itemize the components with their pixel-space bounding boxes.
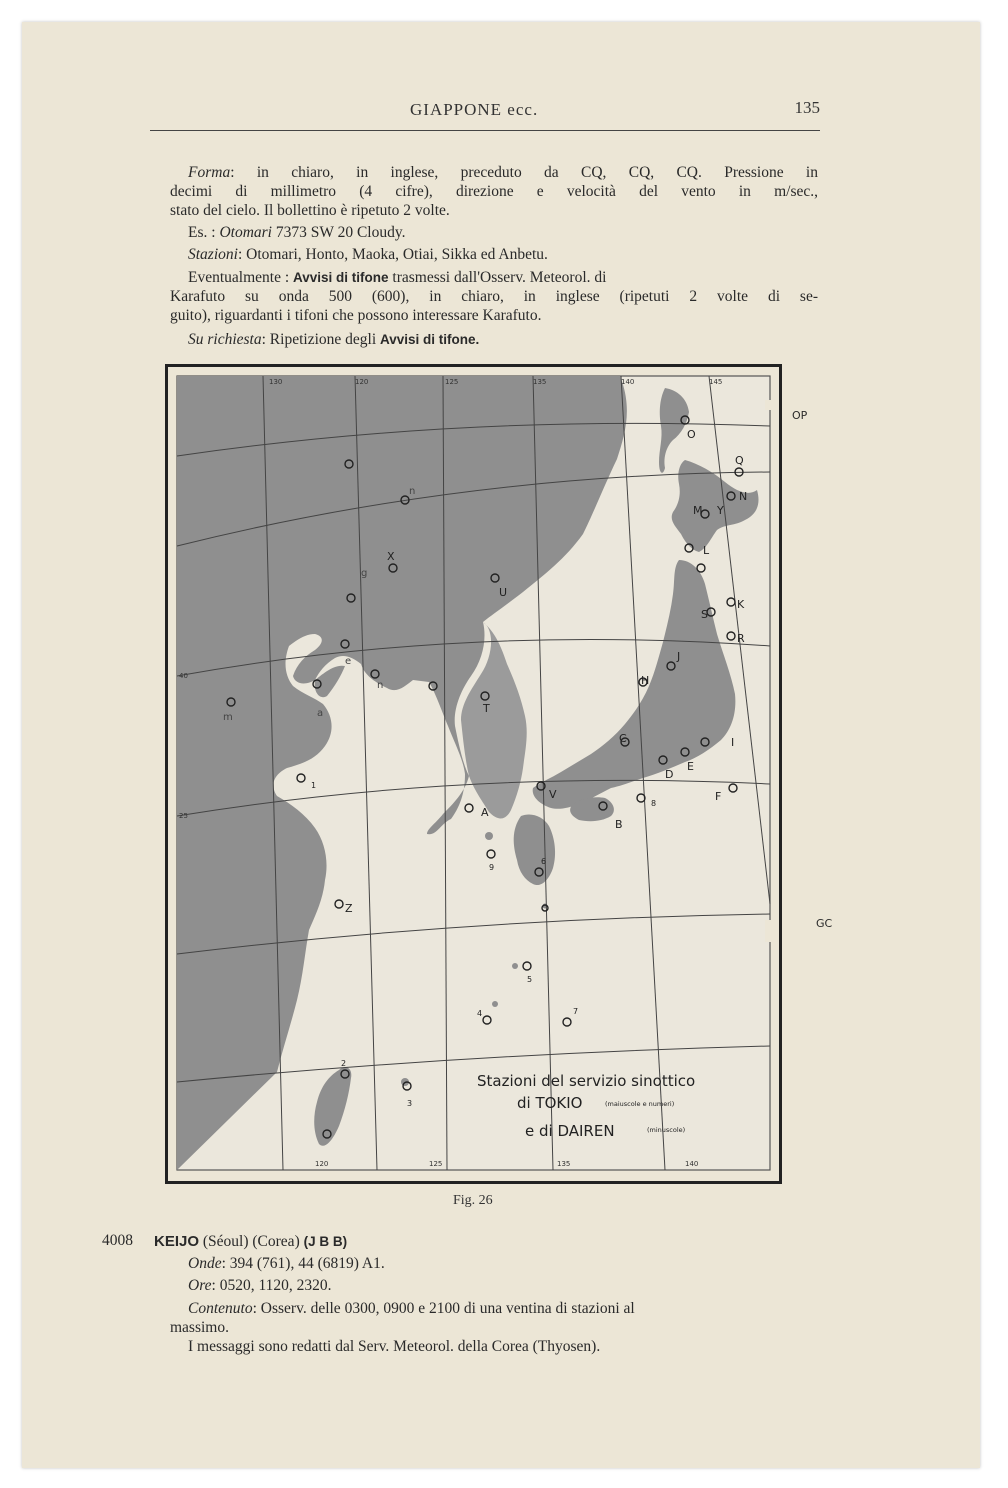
entry-alt: (Séoul) (Corea) <box>202 1233 300 1250</box>
station-label: O <box>687 428 696 441</box>
station-number: 7 <box>573 1007 579 1016</box>
station-number: 9 <box>489 863 495 872</box>
page-number: 135 <box>794 98 820 117</box>
station-label: M <box>693 504 703 517</box>
station-number: 4 <box>477 1009 483 1018</box>
grid-label: 125 <box>429 1160 443 1168</box>
station-label: F <box>715 790 722 803</box>
map-legend-line-2: di TOKIO <box>517 1094 583 1112</box>
station-label: S <box>701 608 708 621</box>
station-label: I <box>731 736 735 749</box>
ore-label: Ore <box>188 1277 212 1294</box>
forma-line-2: decimi di millimetro (4 cifre), direzione e velocità del vento in m/sec., <box>170 183 818 200</box>
dairen-label: n <box>377 680 384 691</box>
forma-line-3: stato del cielo. Il bollettino è ripetuto 2 volte. <box>170 202 450 219</box>
grid-label: 135 <box>557 1160 571 1168</box>
eventualmente-line-2: Karafuto su onda 500 (600), in chiaro, in inglese (ripetuti 2 volte di se- <box>170 288 818 305</box>
station-number: 6 <box>541 857 547 866</box>
grid-label: 40 <box>179 672 188 680</box>
onde-text: : 394 (761), 44 (6819) A1. <box>221 1255 385 1272</box>
offmap-label-gc: GC <box>816 917 833 930</box>
stazioni-label: Stazioni <box>188 246 238 263</box>
running-title: GIAPPONE ecc. <box>410 100 539 119</box>
grid-label: 25 <box>179 812 188 820</box>
station-label: J <box>677 650 681 663</box>
map-legend-line-1: Stazioni del servizio sinottico <box>477 1072 696 1090</box>
contenuto-label: Contenuto <box>188 1300 253 1317</box>
su-richiesta-line <box>188 330 479 349</box>
example-text: 7373 SW 20 Cloudy. <box>275 224 406 241</box>
stazioni-line <box>188 245 548 264</box>
station-label: D <box>665 768 674 781</box>
grid-label: 135 <box>533 378 547 386</box>
dairen-label: g <box>361 568 368 579</box>
station-label: Y <box>717 504 724 517</box>
station-label: A <box>481 806 489 819</box>
entry-name: KEIJO <box>154 1233 200 1250</box>
grid-label: 140 <box>685 1160 699 1168</box>
eventualmente-line-1: Eventualmente : Avvisi di tifone trasmessi dall'Osserv. Meteorol. di <box>188 269 607 286</box>
dairen-label: m <box>223 712 233 723</box>
entry-heading <box>154 1232 347 1251</box>
station-label: N <box>739 490 748 503</box>
station-label: B <box>615 818 623 831</box>
eventualmente-line-3: guito), riguardanti i tifoni che possono interessare Karafuto. <box>170 307 542 324</box>
station-label: X <box>387 550 395 563</box>
example-line: Es. : Otomari 7373 SW 20 Cloudy. <box>188 224 406 241</box>
dairen-label: a <box>317 708 324 719</box>
contenuto-line-2: massimo. <box>170 1319 229 1336</box>
forma-text-1: : in chiaro, in inglese, preceduto da CQ, CQ, CQ. Pressione in <box>230 164 818 181</box>
map-legend-line-2-note: (maiuscole e numeri) <box>605 1100 675 1108</box>
ore-text: : 0520, 1120, 2320. <box>211 1277 332 1294</box>
onde-label: Onde <box>188 1255 222 1272</box>
station-label: Q <box>735 454 744 467</box>
station-label: H <box>641 674 650 687</box>
forma-label: Forma <box>188 164 231 181</box>
entry-number: 4008 <box>102 1232 133 1249</box>
station-label: C <box>619 732 627 745</box>
contenuto-text: : Osserv. delle 0300, 0900 e 2100 di una ventina di stazioni al <box>252 1300 635 1317</box>
ore-line <box>188 1276 332 1295</box>
grid-label: 130 <box>269 378 283 386</box>
su-richiesta-label: Su richiesta <box>188 331 262 348</box>
station-number: 2 <box>341 1059 347 1068</box>
station-label: K <box>737 598 745 611</box>
station-number: 8 <box>651 799 657 808</box>
grid-label: 120 <box>315 1160 329 1168</box>
eventualmente-label: Eventualmente <box>188 269 281 286</box>
station-number: 5 <box>527 975 533 984</box>
su-richiesta-text: : Ripetizione degli <box>261 331 377 348</box>
grid-label: 125 <box>445 378 459 386</box>
entry-callsign: (J B B) <box>303 1234 348 1249</box>
eventualmente-text-1: trasmessi dall'Osserv. Meteorol. di <box>392 269 607 286</box>
contenuto-line-1 <box>188 1299 818 1318</box>
station-number: 3 <box>407 1099 413 1108</box>
example-station: Otomari <box>219 224 272 241</box>
stazioni-text: : Otomari, Honto, Maoka, Otiai, Sikka ed Anbetu. <box>237 246 548 263</box>
dairen-label: n <box>409 486 416 497</box>
station-label: R <box>737 632 745 645</box>
grid-label: 140 <box>621 378 635 386</box>
messaggi-line: I messaggi sono redatti dal Serv. Meteorol. della Corea (Thyosen). <box>188 1338 601 1355</box>
station-number: 1 <box>311 781 317 790</box>
station-label: Z <box>345 902 353 915</box>
station-label: T <box>483 702 490 715</box>
forma-line-1 <box>170 163 818 182</box>
grid-label: 145 <box>709 378 723 386</box>
map-legend-line-3-note: (minuscole) <box>647 1126 686 1134</box>
example-label: Es. <box>188 224 208 241</box>
station-label: L <box>703 544 710 557</box>
avvisi-tifone-bold: Avvisi di tifone <box>293 270 389 285</box>
figure-caption: Fig. 26 <box>453 1193 493 1208</box>
synoptic-stations-map <box>165 364 782 1184</box>
station-label: E <box>687 760 694 773</box>
station-label: V <box>549 788 557 801</box>
onde-line <box>188 1254 385 1273</box>
page-header <box>150 96 820 131</box>
avvisi-tifone-bold-2: Avvisi di tifone. <box>380 332 480 347</box>
station-label: U <box>499 586 508 599</box>
grid-label: 120 <box>355 378 369 386</box>
offmap-label-op: OP <box>792 409 808 422</box>
dairen-label: e <box>345 656 352 667</box>
map-legend-line-3: e di DAIREN <box>525 1122 615 1140</box>
